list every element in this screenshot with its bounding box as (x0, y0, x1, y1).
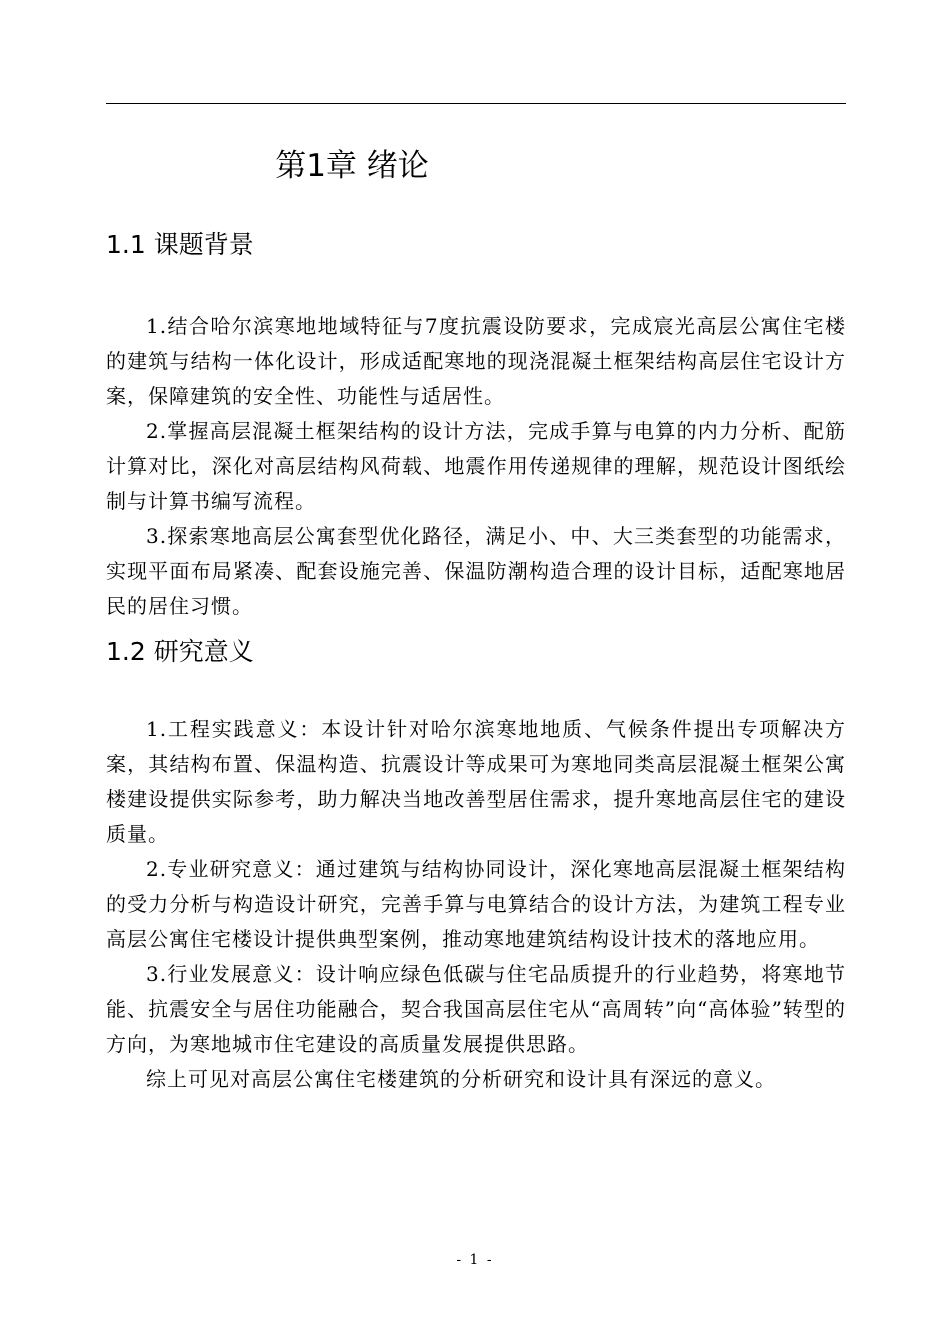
paragraph: 2.专业研究意义：通过建筑与结构协同设计，深化寒地高层混凝土框架结构的受力分析与构造设计研究，完善手算与电算结合的设计方法，为建筑工程专业高层公寓住宅楼设计提供典型案例，推动寒地建筑结构设计技术的落地应用。 (106, 857, 846, 951)
section-body-background (106, 309, 846, 624)
paragraph: 综上可见对高层公寓住宅楼建筑的分析研究和设计具有深远的意义。 (146, 1067, 776, 1091)
paragraph: 3.探索寒地高层公寓套型优化路径，满足小、中、大三类套型的功能需求，实现平面布局紧凑、配套设施完善、保温防潮构造合理的设计目标，适配寒地居民的居住习惯。 (106, 524, 846, 618)
paragraph: 1.工程实践意义：本设计针对哈尔滨寒地地质、气候条件提出专项解决方案，其结构布置、保温构造、抗震设计等成果可为寒地同类高层混凝土框架公寓楼建设提供实际参考，助力解决当地改善型居住需求，提升寒地高层住宅的建设质量。 (106, 717, 846, 846)
header-rule (106, 103, 846, 104)
section-body-significance (106, 712, 846, 1097)
paragraph: 3.行业发展意义：设计响应绿色低碳与住宅品质提升的行业趋势，将寒地节能、抗震安全与居住功能融合，契合我国高层住宅从“高周转”向“高体验”转型的方向，为寒地城市住宅建设的高质量发展提供思路。 (106, 962, 846, 1056)
page-number: - 1 - (456, 1252, 494, 1268)
section-heading-background: 1.1 课题背景 (106, 230, 254, 259)
chapter-title: 第1章 绪论 (275, 148, 429, 184)
section-heading-significance: 1.2 研究意义 (106, 637, 254, 666)
paragraph: 2.掌握高层混凝土框架结构的设计方法，完成手算与电算的内力分析、配筋计算对比，深化对高层结构风荷载、地震作用传递规律的理解，规范设计图纸绘制与计算书编写流程。 (106, 419, 846, 513)
paragraph: 1.结合哈尔滨寒地地域特征与7度抗震设防要求，完成宸光高层公寓住宅楼的建筑与结构一体化设计，形成适配寒地的现浇混凝土框架结构高层住宅设计方案，保障建筑的安全性、功能性与适居性。 (106, 314, 846, 408)
